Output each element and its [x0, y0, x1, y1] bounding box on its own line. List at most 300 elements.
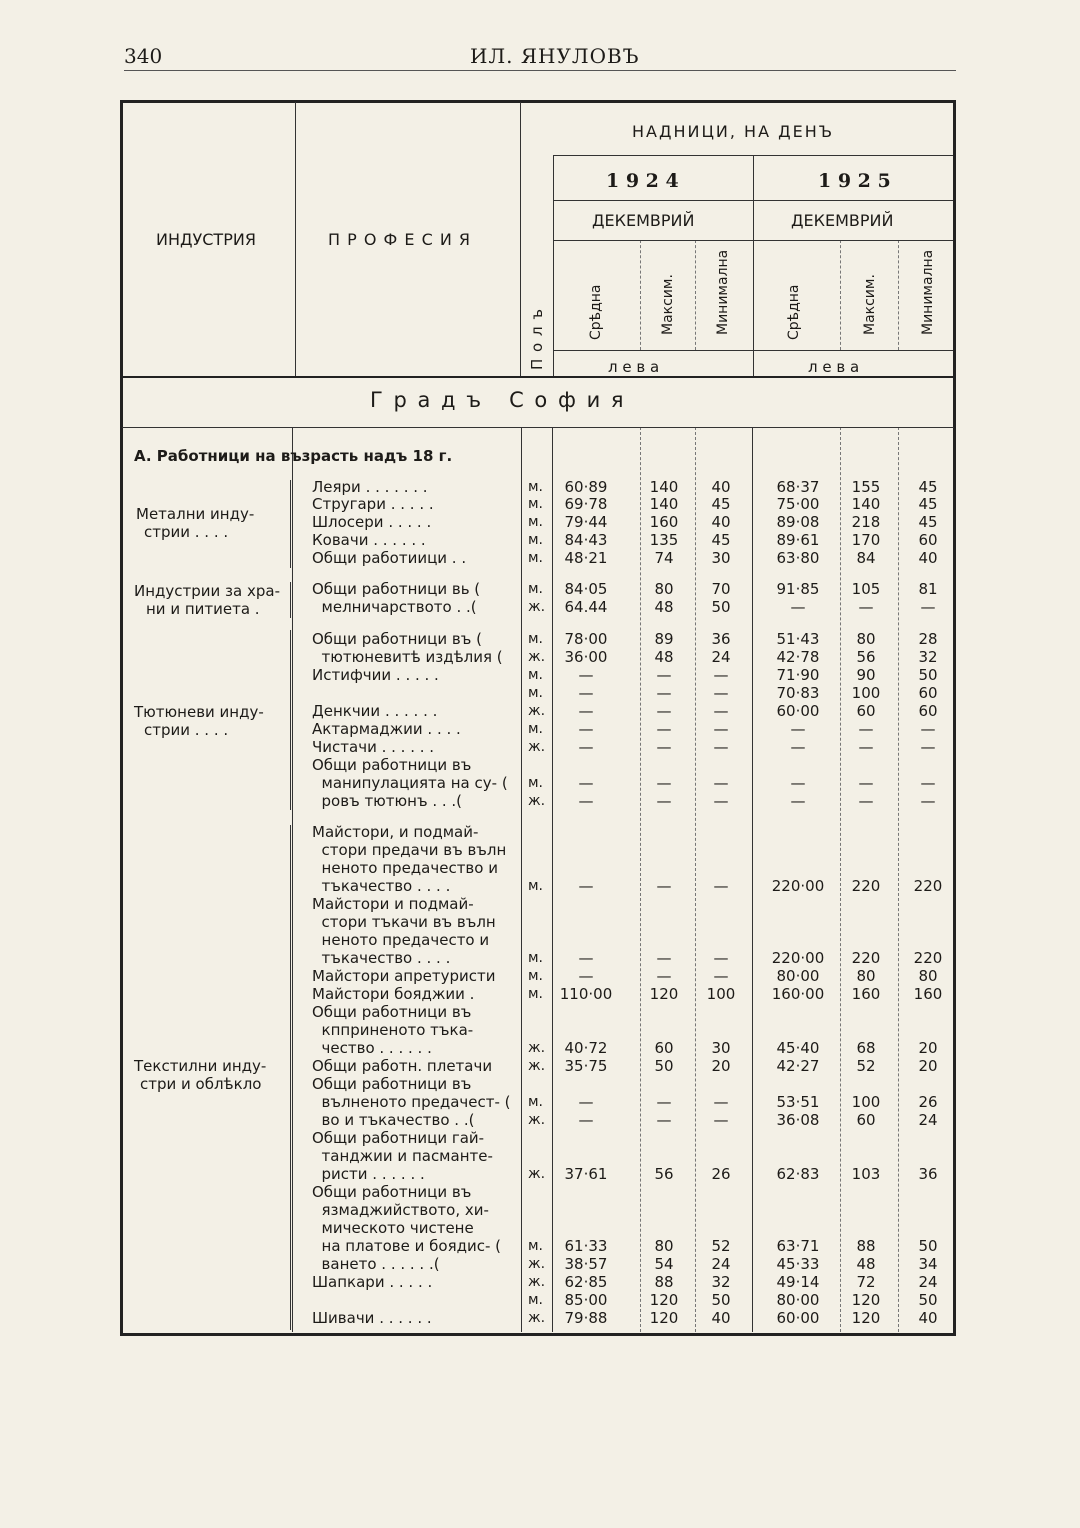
wage-cell: —	[656, 738, 672, 756]
col-divider-years	[753, 155, 754, 376]
wage-cell: 70	[711, 580, 731, 598]
profession-cell: манипулацията на су- (	[312, 774, 508, 792]
profession-cell: язмаджийството, хи-	[312, 1201, 489, 1219]
wage-cell: 51·43	[776, 630, 820, 648]
wage-cell: 32	[918, 648, 938, 666]
sex-cell: ж.	[528, 1310, 546, 1326]
wage-cell: —	[790, 720, 806, 738]
wage-cell: 160·00	[771, 985, 825, 1003]
wage-cell: 120	[649, 985, 679, 1003]
profession-cell: неното предачесто и	[312, 931, 490, 949]
wage-cell: 160	[649, 513, 679, 531]
wage-cell: 36·08	[776, 1111, 820, 1129]
wage-cell: —	[578, 666, 594, 684]
wage-cell: 60·00	[776, 702, 820, 720]
wage-cell: 170	[851, 531, 881, 549]
city-heading: Г р а д ъ С о ф и я	[370, 388, 626, 412]
profession-cell: Общи работн. плетачи	[312, 1057, 493, 1075]
wage-cell: —	[920, 598, 936, 616]
profession-cell: Майстори, и подмай-	[312, 823, 479, 841]
avg-header-1924: Срѣдна	[588, 284, 604, 340]
month-1924: ДЕКЕМВРИЙ	[592, 211, 695, 230]
wage-cell: 84·05	[564, 580, 608, 598]
wage-cell: 85·00	[564, 1291, 608, 1309]
wage-cell: —	[656, 792, 672, 810]
wage-cell: 100	[706, 985, 736, 1003]
sex-cell: ж.	[528, 793, 546, 809]
group-metal-2: стрии . . . .	[144, 523, 229, 541]
wage-cell: 90	[856, 666, 876, 684]
wage-cell: 28	[918, 630, 938, 648]
wage-cell: 48·21	[564, 549, 608, 567]
wage-cell: 80	[856, 967, 876, 985]
wage-cell: —	[790, 774, 806, 792]
wage-cell: —	[713, 967, 729, 985]
wage-cell: —	[578, 1093, 594, 1111]
wage-cell: —	[920, 792, 936, 810]
header-rule	[124, 70, 956, 71]
profession-cell: Общи работници въ	[312, 756, 472, 774]
wage-cell: 60·89	[564, 478, 608, 496]
wage-cell: —	[656, 774, 672, 792]
profession-cell: чество . . . . . .	[312, 1039, 432, 1057]
divider	[898, 240, 900, 350]
body-divider-years	[752, 427, 753, 1332]
wage-cell: 220·00	[771, 949, 825, 967]
sex-cell: м.	[528, 514, 544, 530]
wage-cell: 60·00	[776, 1309, 820, 1327]
profession-cell: Общи работиици . .	[312, 549, 467, 567]
wage-cell: 68	[856, 1039, 876, 1057]
col-divider-industry	[295, 102, 296, 376]
wage-cell: 45	[918, 478, 938, 496]
wage-cell: 24	[918, 1111, 938, 1129]
sex-cell: ж.	[528, 1058, 546, 1074]
wage-cell: 62·85	[564, 1273, 608, 1291]
wage-cell: 36	[918, 1165, 938, 1183]
wage-cell: 100	[851, 684, 881, 702]
wage-cell: 36·00	[564, 648, 608, 666]
wage-cell: 49·14	[776, 1273, 820, 1291]
sex-cell: м.	[528, 667, 544, 683]
sex-cell: м.	[528, 1238, 544, 1254]
sex-cell: м.	[528, 775, 544, 791]
wage-cell: —	[578, 774, 594, 792]
wage-cell: —	[858, 738, 874, 756]
wage-cell: —	[790, 738, 806, 756]
profession-cell: Общи работници гай-	[312, 1129, 485, 1147]
wage-cell: 26	[711, 1165, 731, 1183]
wage-cell: 89·61	[776, 531, 820, 549]
wage-cell: 30	[711, 549, 731, 567]
sex-cell: м.	[528, 986, 544, 1002]
wage-cell: 220	[851, 877, 881, 895]
unit-1925: л е в а	[808, 358, 860, 376]
sex-cell: ж.	[528, 739, 546, 755]
wage-cell: 69·78	[564, 495, 608, 513]
wage-cell: —	[790, 598, 806, 616]
max-header-1925: Максим.	[862, 274, 878, 335]
profession-cell: стори предачи въ вълн	[312, 841, 507, 859]
group-brace	[290, 582, 299, 618]
wage-cell: 20	[918, 1039, 938, 1057]
wage-cell: 160	[851, 985, 881, 1003]
profession-cell: ването . . . . . .(	[312, 1255, 440, 1273]
profession-cell: мелничарството . .(	[312, 598, 477, 616]
sex-cell: м.	[528, 1094, 544, 1110]
wage-cell: —	[578, 1111, 594, 1129]
wage-cell: 60	[918, 684, 938, 702]
profession-cell: Шивачи . . . . . .	[312, 1309, 432, 1327]
header-rule	[553, 200, 953, 201]
month-1925: ДЕКЕМВРИЙ	[791, 211, 894, 230]
wage-cell: 60	[856, 1111, 876, 1129]
wage-cell: —	[578, 967, 594, 985]
wage-cell: 120	[851, 1291, 881, 1309]
wage-cell: 81	[918, 580, 938, 598]
wage-cell: 56	[856, 648, 876, 666]
group-brace	[290, 480, 299, 568]
sex-cell: ж.	[528, 1166, 546, 1182]
wage-cell: 35·75	[564, 1057, 608, 1075]
profession-cell: Общи работници въ	[312, 1003, 472, 1021]
wage-cell: 103	[851, 1165, 881, 1183]
sex-cell: м.	[528, 631, 544, 647]
wage-cell: 78·00	[564, 630, 608, 648]
wage-cell: 88	[654, 1273, 674, 1291]
year-1925: 1 9 2 5	[818, 170, 891, 192]
wage-cell: 40	[711, 1309, 731, 1327]
wage-cell: —	[578, 702, 594, 720]
wage-cell: —	[920, 774, 936, 792]
header-rule	[553, 240, 953, 241]
wage-cell: 80	[918, 967, 938, 985]
wage-cell: —	[858, 598, 874, 616]
wage-cell: 48	[654, 598, 674, 616]
wage-cell: 40	[918, 1309, 938, 1327]
wage-cell: 89	[654, 630, 674, 648]
wage-cell: 45·33	[776, 1255, 820, 1273]
wage-cell: 53·51	[776, 1093, 820, 1111]
wage-cell: 40	[711, 478, 731, 496]
wage-cell: 48	[856, 1255, 876, 1273]
wage-cell: 120	[649, 1291, 679, 1309]
wage-cell: —	[656, 720, 672, 738]
wage-cell: —	[656, 666, 672, 684]
wage-cell: —	[858, 792, 874, 810]
wage-cell: 160	[913, 985, 943, 1003]
wage-cell: 36	[711, 630, 731, 648]
section-heading: A. Работници на възрасть надъ 18 г.	[134, 447, 453, 465]
sex-cell: ж.	[528, 703, 546, 719]
wage-cell: 220	[913, 949, 943, 967]
wage-cell: 24	[711, 648, 731, 666]
wage-cell: 62·83	[776, 1165, 820, 1183]
wage-cell: 88	[856, 1237, 876, 1255]
profession-cell: тютюневитѣ издѣлия (	[312, 648, 503, 666]
wage-cell: —	[656, 684, 672, 702]
wage-cell: 68·37	[776, 478, 820, 496]
wage-cell: —	[656, 877, 672, 895]
wage-cell: —	[656, 967, 672, 985]
wage-cell: 84	[856, 549, 876, 567]
wage-cell: 75·00	[776, 495, 820, 513]
profession-cell: Шлосери . . . . .	[312, 513, 432, 531]
sex-cell: м.	[528, 1292, 544, 1308]
col-divider-profession	[520, 102, 521, 376]
wages-header: НАДНИЦИ, НА ДЕНЪ	[632, 122, 835, 141]
wage-cell: 89·08	[776, 513, 820, 531]
profession-cell: кпприненото тъка-	[312, 1021, 474, 1039]
sex-cell: ж.	[528, 599, 546, 615]
sex-cell: м.	[528, 479, 544, 495]
sex-cell: м.	[528, 878, 544, 894]
wage-cell: 45	[711, 495, 731, 513]
wage-cell: 220·00	[771, 877, 825, 895]
wage-cell: —	[713, 949, 729, 967]
profession-cell: тъкачество . . . .	[312, 949, 451, 967]
profession-cell: во и тъкачество . .(	[312, 1111, 475, 1129]
wage-cell: 72	[856, 1273, 876, 1291]
sex-cell: м.	[528, 685, 544, 701]
wage-cell: 218	[851, 513, 881, 531]
wage-cell: 135	[649, 531, 679, 549]
wage-cell: 40	[711, 513, 731, 531]
wage-cell: —	[920, 738, 936, 756]
wage-cell: —	[713, 702, 729, 720]
wage-cell: 45	[711, 531, 731, 549]
wage-cell: —	[578, 720, 594, 738]
industry-header: ИНДУСТРИЯ	[156, 230, 256, 249]
profession-header: П Р О Ф Е С И Я	[328, 230, 472, 249]
sex-cell: ж.	[528, 1040, 546, 1056]
wage-cell: —	[578, 684, 594, 702]
wage-cell: 38·57	[564, 1255, 608, 1273]
wage-cell: —	[920, 720, 936, 738]
wage-cell: 220	[851, 949, 881, 967]
wage-cell: 45	[918, 495, 938, 513]
city-rule	[122, 427, 954, 428]
wage-cell: 26	[918, 1093, 938, 1111]
wage-cell: 20	[711, 1057, 731, 1075]
col-divider-sex	[553, 155, 554, 376]
wage-cell: 74	[654, 549, 674, 567]
avg-header-1925: Срѣдна	[786, 284, 802, 340]
wage-cell: 220	[913, 877, 943, 895]
profession-cell: Майстори бояджии .	[312, 985, 475, 1003]
wage-cell: 80	[654, 580, 674, 598]
profession-cell: Истифчии . . . . .	[312, 666, 439, 684]
min-header-1924: Минимална	[715, 249, 731, 335]
wage-cell: —	[713, 877, 729, 895]
profession-cell: Общи работници въ	[312, 1075, 472, 1093]
wage-cell: —	[713, 792, 729, 810]
sex-cell: ж.	[528, 1256, 546, 1272]
sex-cell: ж.	[528, 1274, 546, 1290]
wage-cell: 79·44	[564, 513, 608, 531]
wage-cell: 52	[711, 1237, 731, 1255]
wage-cell: 105	[851, 580, 881, 598]
wage-cell: 52	[856, 1057, 876, 1075]
wage-cell: 70·83	[776, 684, 820, 702]
sex-cell: м.	[528, 721, 544, 737]
header-bottom-rule	[122, 376, 954, 378]
wage-cell: 50	[918, 666, 938, 684]
wage-cell: 60	[856, 702, 876, 720]
wage-cell: 20	[918, 1057, 938, 1075]
sex-cell: м.	[528, 581, 544, 597]
wage-cell: —	[713, 1093, 729, 1111]
wage-cell: —	[858, 720, 874, 738]
wage-cell: —	[578, 792, 594, 810]
min-header-1925: Минимална	[920, 249, 936, 335]
divider	[695, 240, 697, 350]
profession-cell: Стругари . . . . .	[312, 495, 434, 513]
divider	[640, 240, 642, 350]
group-textile-1: Текстилни инду-	[134, 1057, 267, 1075]
wage-cell: 63·71	[776, 1237, 820, 1255]
profession-cell: Ковачи . . . . . .	[312, 531, 426, 549]
wage-cell: 63·80	[776, 549, 820, 567]
wage-cell: 50	[711, 1291, 731, 1309]
group-brace	[290, 825, 299, 1330]
wage-cell: 80·00	[776, 1291, 820, 1309]
wage-cell: 50	[654, 1057, 674, 1075]
wage-cell: 32	[711, 1273, 731, 1291]
profession-cell: Леяри . . . . . . .	[312, 478, 428, 496]
wage-cell: 110·00	[559, 985, 613, 1003]
wage-cell: 84·43	[564, 531, 608, 549]
wage-cell: 155	[851, 478, 881, 496]
profession-cell: Общи работници въ	[312, 1183, 472, 1201]
profession-cell: Денкчии . . . . . .	[312, 702, 438, 720]
sex-cell: м.	[528, 950, 544, 966]
profession-cell: стори тъкачи въ вълн	[312, 913, 496, 931]
wage-cell: 140	[649, 495, 679, 513]
wage-cell: 80	[654, 1237, 674, 1255]
wage-cell: 34	[918, 1255, 938, 1273]
sex-cell: м.	[528, 496, 544, 512]
profession-cell: мическото чистене	[312, 1219, 474, 1237]
wage-cell: —	[713, 774, 729, 792]
wage-cell: 24	[918, 1273, 938, 1291]
profession-cell: неното предачество и	[312, 859, 498, 877]
wage-cell: 45·40	[776, 1039, 820, 1057]
wage-cell: 48	[654, 648, 674, 666]
wage-cell: 140	[851, 495, 881, 513]
wage-cell: —	[578, 738, 594, 756]
wage-cell: 80·00	[776, 967, 820, 985]
wage-cell: 45	[918, 513, 938, 531]
wage-cell: 56	[654, 1165, 674, 1183]
wage-cell: 24	[711, 1255, 731, 1273]
profession-cell: Чистачи . . . . . .	[312, 738, 435, 756]
wage-cell: 50	[918, 1291, 938, 1309]
profession-cell: Шапкари . . . . .	[312, 1273, 433, 1291]
wage-cell: —	[713, 738, 729, 756]
wage-cell: —	[656, 1111, 672, 1129]
sex-cell: м.	[528, 550, 544, 566]
wage-cell: 120	[851, 1309, 881, 1327]
wage-cell: —	[713, 1111, 729, 1129]
profession-cell: ристи . . . . . .	[312, 1165, 425, 1183]
wage-cell: 54	[654, 1255, 674, 1273]
wage-cell: 140	[649, 478, 679, 496]
page-number: 340	[124, 44, 163, 68]
profession-cell: Майстори апретуристи	[312, 967, 496, 985]
wage-cell: 42·78	[776, 648, 820, 666]
wage-cell: 40·72	[564, 1039, 608, 1057]
wage-cell: —	[578, 877, 594, 895]
group-textile-2: стри и облѣкло	[140, 1075, 262, 1093]
body-divider-profession	[521, 427, 522, 1332]
wage-cell: 37·61	[564, 1165, 608, 1183]
profession-cell: тъкачество . . . .	[312, 877, 451, 895]
sex-cell: ж.	[528, 1112, 546, 1128]
wage-cell: 120	[649, 1309, 679, 1327]
wage-cell: 100	[851, 1093, 881, 1111]
wage-cell: 71·90	[776, 666, 820, 684]
wage-cell: —	[713, 720, 729, 738]
profession-cell: танджии и пасманте-	[312, 1147, 493, 1165]
wage-cell: 42·27	[776, 1057, 820, 1075]
wage-cell: 50	[711, 598, 731, 616]
wage-cell: —	[656, 702, 672, 720]
profession-cell: Общи работници въ (	[312, 630, 482, 648]
sex-cell: м.	[528, 532, 544, 548]
group-tobacco-1: Тютюневи инду-	[134, 703, 264, 721]
wage-cell: —	[713, 684, 729, 702]
wage-cell: 30	[711, 1039, 731, 1057]
year-1924: 1 9 2 4	[606, 170, 679, 192]
wage-cell: 60	[918, 702, 938, 720]
wage-cell: 79·88	[564, 1309, 608, 1327]
group-metal-1: Метални инду-	[136, 505, 255, 523]
profession-cell: Общи работници вь (	[312, 580, 481, 598]
page-title: ИЛ. ЯНУЛОВЪ	[470, 44, 640, 68]
profession-cell: вълненото предачест- (	[312, 1093, 511, 1111]
wage-cell: —	[713, 666, 729, 684]
wage-cell: 91·85	[776, 580, 820, 598]
wage-cell: 60	[654, 1039, 674, 1057]
wage-cell: —	[656, 949, 672, 967]
divider	[840, 240, 842, 350]
sex-cell: м.	[528, 968, 544, 984]
wage-cell: 80	[856, 630, 876, 648]
profession-cell: Майстори и подмай-	[312, 895, 474, 913]
wage-cell: 50	[918, 1237, 938, 1255]
max-header-1924: Максим.	[660, 274, 676, 335]
wage-cell: 60	[918, 531, 938, 549]
wage-cell: —	[578, 949, 594, 967]
unit-1924: л е в а	[608, 358, 660, 376]
wage-cell: —	[790, 792, 806, 810]
body-divider-sex	[552, 427, 553, 1332]
wage-cell: —	[656, 1093, 672, 1111]
group-food-2: ни и питиета .	[146, 600, 260, 618]
header-rule	[553, 350, 953, 351]
sex-header: П о л ъ	[528, 308, 546, 370]
profession-cell: ровъ тютюнъ . . .(	[312, 792, 463, 810]
group-brace	[290, 630, 299, 810]
sex-cell: ж.	[528, 649, 546, 665]
wage-cell: —	[858, 774, 874, 792]
wage-cell: 61·33	[564, 1237, 608, 1255]
wage-cell: 64.44	[564, 598, 608, 616]
header-rule	[553, 155, 953, 156]
group-food-1: Индустрии за хра-	[134, 582, 280, 600]
profession-cell: Актармаджии . . . .	[312, 720, 461, 738]
